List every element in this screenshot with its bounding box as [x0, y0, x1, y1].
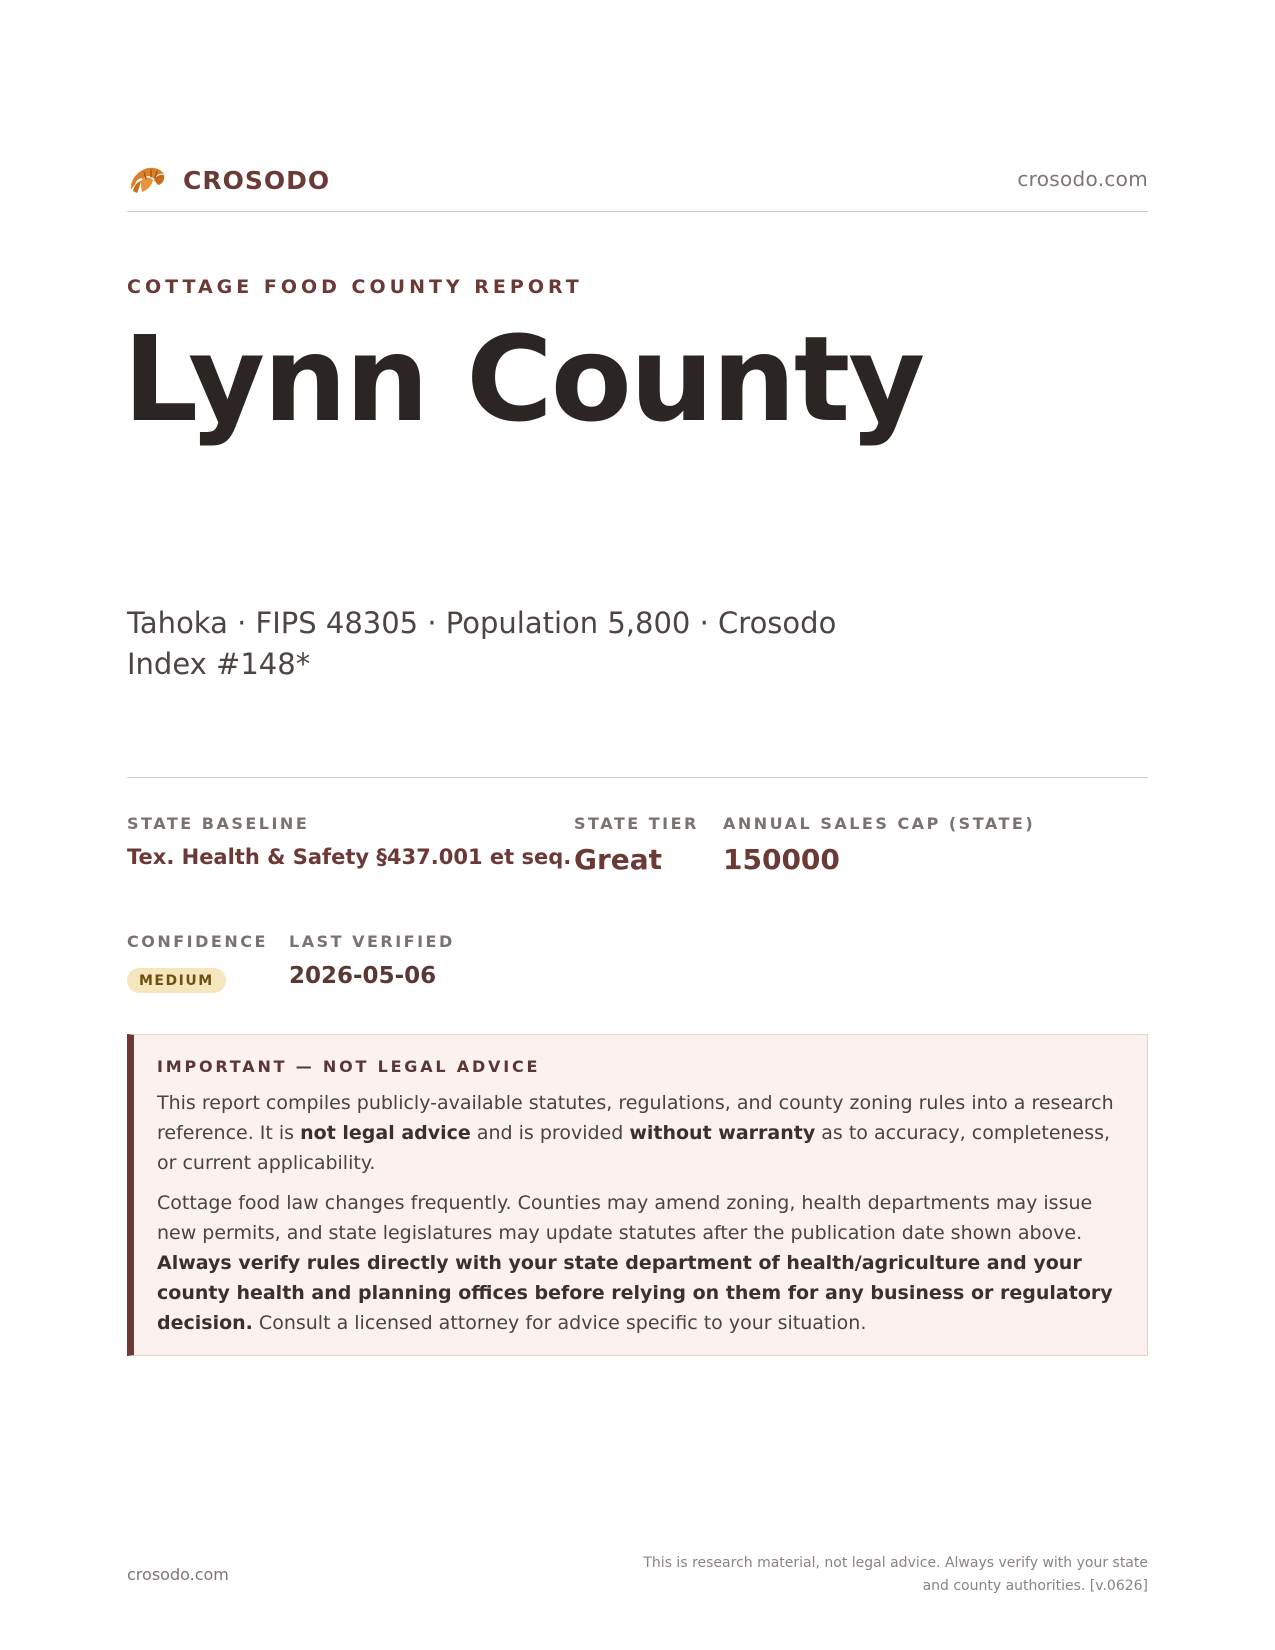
notice-text: This report compiles publicly-available statutes, regulations, and county zoning rules into a research reference. It is: [157, 1092, 1114, 1144]
state-baseline-label: STATE BASELINE: [127, 814, 310, 833]
notice-text: as to accuracy, completeness, or current applicability.: [157, 1122, 1111, 1174]
state-baseline-field: [127, 814, 571, 869]
sales-cap-value: 150000: [723, 843, 840, 876]
notice-paragraph-1: [157, 1088, 1121, 1178]
legal-notice: [127, 1034, 1148, 1356]
footer-disclaimer: [628, 1552, 1148, 1598]
page-header: [127, 155, 1148, 212]
last-verified-field: [289, 932, 455, 989]
footer-site-link[interactable]: crosodo.com: [127, 1565, 229, 1584]
report-page: [123, 0, 1148, 1650]
footer-disclaimer-line: This is research material, not legal advice. Always verify with your state: [643, 1555, 1148, 1571]
last-verified-label: LAST VERIFIED: [289, 932, 455, 951]
report-type-label: COTTAGE FOOD COUNTY REPORT: [127, 276, 583, 298]
page-title: Lynn County: [123, 310, 924, 448]
notice-text: and is provided: [470, 1122, 630, 1144]
section-divider: [127, 777, 1148, 778]
notice-emphasis: Always verify rules directly with your state department of health/agriculture and your county health and planning offices before relying on them for any business or regulatory decision.: [157, 1252, 1113, 1334]
croissant-icon: [127, 160, 167, 200]
confidence-badge: MEDIUM: [127, 968, 226, 993]
state-baseline-value: Tex. Health & Safety §437.001 et seq.: [127, 845, 572, 869]
confidence-field: [127, 932, 268, 993]
site-link[interactable]: crosodo.com: [1017, 167, 1148, 191]
confidence-label: CONFIDENCE: [127, 932, 268, 951]
notice-text: Consult a licensed attorney for advice specific to your situation.: [252, 1312, 867, 1334]
brand-name: CROSODO: [183, 165, 331, 195]
county-summary: Tahoka · FIPS 48305 · Population 5,800 · Crosodo Index #148*: [127, 606, 837, 681]
last-verified-value: 2026-05-06: [289, 963, 437, 989]
notice-emphasis: without warranty: [629, 1122, 816, 1144]
notice-emphasis: not legal advice: [300, 1122, 471, 1144]
state-tier-field: [574, 814, 699, 876]
brand[interactable]: [127, 160, 330, 200]
notice-paragraph-2: [157, 1188, 1121, 1338]
sales-cap-field: [723, 814, 1035, 876]
notice-text: Cottage food law changes frequently. Counties may amend zoning, health departments may issue new permits, and state legislatures may update statutes after the publication date shown above.: [157, 1192, 1093, 1244]
footer-disclaimer-line: and county authorities. [v.0626]: [922, 1578, 1148, 1594]
state-tier-label: STATE TIER: [574, 814, 699, 833]
sales-cap-label: ANNUAL SALES CAP (STATE): [723, 814, 1036, 833]
notice-title: IMPORTANT — NOT LEGAL ADVICE: [157, 1057, 541, 1076]
state-tier-value: Great: [574, 843, 663, 876]
